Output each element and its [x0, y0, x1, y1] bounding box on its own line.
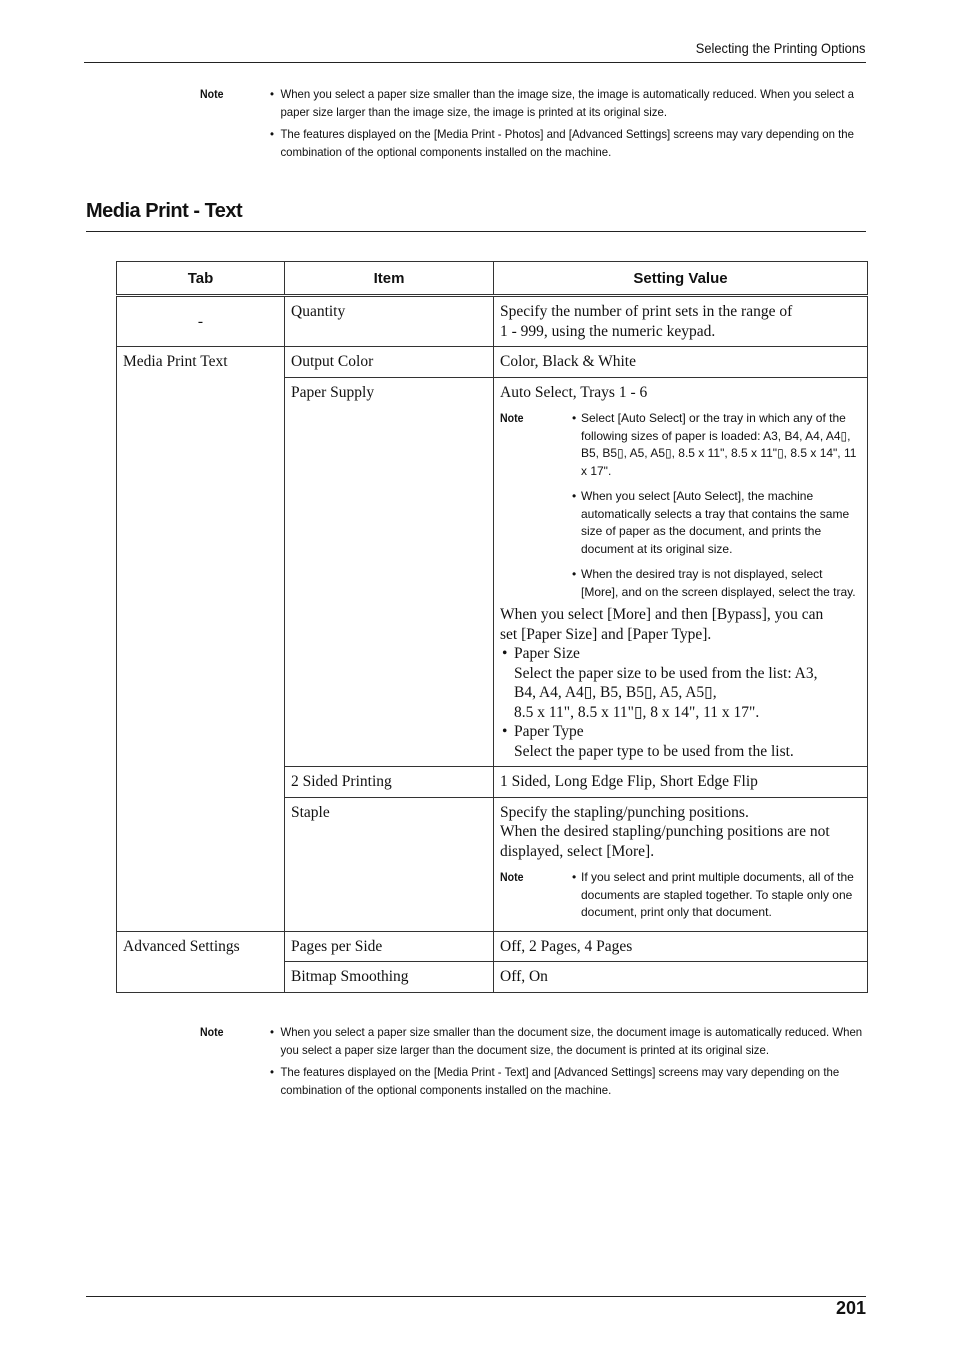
value-cell	[494, 378, 867, 767]
paper-type-bullet: • Paper Type	[500, 722, 861, 742]
header-divider	[84, 62, 866, 63]
staple-note	[500, 869, 861, 922]
note-item: • When you select a paper size smaller than the document size, the document image is automatically reduced. When you select a paper size larger than the document size, the document is printed at its original size.	[270, 1024, 875, 1059]
tab-cell: Advanced Settings	[123, 937, 240, 955]
tab-cell: Media Print Text	[123, 353, 228, 370]
column-header-tab: Tab	[117, 262, 285, 296]
value-cell	[494, 297, 867, 346]
column-header-setting-value: Setting Value	[494, 262, 868, 296]
settings-table	[116, 261, 868, 993]
item-cell: Output Color	[291, 353, 374, 370]
value-line: When you select [More] and then [Bypass], you can	[500, 606, 824, 623]
value-line: Select the paper size to be used from the list: A3,	[514, 664, 818, 682]
note-item: • If you select and print multiple documents, all of the documents are stapled together. To staple only one document, print only that document.	[572, 869, 861, 922]
value-line: B4, A4, A4▯, B5, B5▯, A5, A5▯,	[514, 684, 717, 701]
item-cell: 2 Sided Printing	[291, 773, 392, 790]
tab-cell: -	[197, 312, 204, 330]
item-cell: Staple	[291, 803, 330, 821]
value-cell: 1 Sided, Long Edge Flip, Short Edge Flip	[500, 773, 758, 790]
value-cell: Color, Black & White	[500, 353, 636, 370]
table-row-output-color	[117, 347, 868, 378]
note-item: • When you select a paper size smaller than the image size, the image is automatically reduced. When you select a paper size larger than the image size, the image is printed at its original size.	[270, 86, 875, 121]
value-cell	[494, 798, 867, 931]
note-item: • The features displayed on the [Media Print - Text] and [Advanced Settings] screens may vary depending on the combination of the optional components installed on the machine.	[270, 1064, 875, 1099]
note-label: Note	[200, 87, 224, 101]
note-item: • When you select [Auto Select], the machine automatically selects a tray that contains the same size of paper as the document, and prints the document at its original size.	[572, 488, 861, 558]
note-item: • The features displayed on the [Media Print - Photos] and [Advanced Settings] screens may vary depending on the combination of the optional components installed on the machine.	[270, 126, 875, 161]
value-line: Specify the number of print sets in the range of	[500, 303, 793, 320]
note-item: • When the desired tray is not displayed, select [More], and on the screen displayed, select the tray.	[572, 566, 861, 601]
value-line: 8.5 x 11", 8.5 x 11"▯, 8 x 14", 11 x 17".	[514, 703, 760, 721]
top-note	[200, 86, 866, 166]
value-line: When the desired stapling/punching positions are not	[500, 823, 830, 840]
table-header-row	[117, 262, 868, 296]
table-row-pages-per-side	[117, 931, 868, 962]
value-line: displayed, select [More].	[500, 842, 655, 860]
note-label: Note	[200, 1025, 224, 1039]
value-cell: Off, On	[500, 968, 548, 985]
item-cell: Paper Supply	[291, 383, 375, 401]
page-number: 201	[835, 1298, 866, 1318]
note-label: Note	[500, 870, 524, 884]
bottom-note	[200, 1024, 866, 1124]
value-line: Specify the stapling/punching positions.	[500, 803, 749, 821]
value-line: Auto Select, Trays 1 - 6	[500, 383, 648, 401]
value-cell: Off, 2 Pages, 4 Pages	[500, 937, 633, 955]
note-item: • Select [Auto Select] or the tray in which any of the following sizes of paper is loaded: A3, B4, A4, A4▯, B5, B5▯, A5, A5▯, 8.5 x 11", 8.5 x 11"▯, 8.5 x 14", 11 x 17".	[572, 410, 861, 480]
section-title: Media Print - Text	[86, 200, 243, 222]
running-header: Selecting the Printing Options	[695, 40, 865, 56]
section-divider	[86, 231, 866, 232]
paper-supply-note	[500, 410, 861, 601]
paper-size-bullet: • Paper Size	[500, 644, 861, 664]
note-label: Note	[500, 411, 524, 425]
table-row-quantity	[117, 296, 868, 347]
value-line: Select the paper type to be used from the list.	[514, 742, 794, 760]
item-cell: Quantity	[291, 303, 346, 320]
item-cell: Pages per Side	[291, 937, 383, 955]
value-line: set [Paper Size] and [Paper Type].	[500, 625, 712, 643]
column-header-item: Item	[285, 262, 494, 296]
value-line: 1 - 999, using the numeric keypad.	[500, 322, 716, 340]
footer-divider	[86, 1296, 866, 1297]
item-cell: Bitmap Smoothing	[291, 968, 409, 985]
